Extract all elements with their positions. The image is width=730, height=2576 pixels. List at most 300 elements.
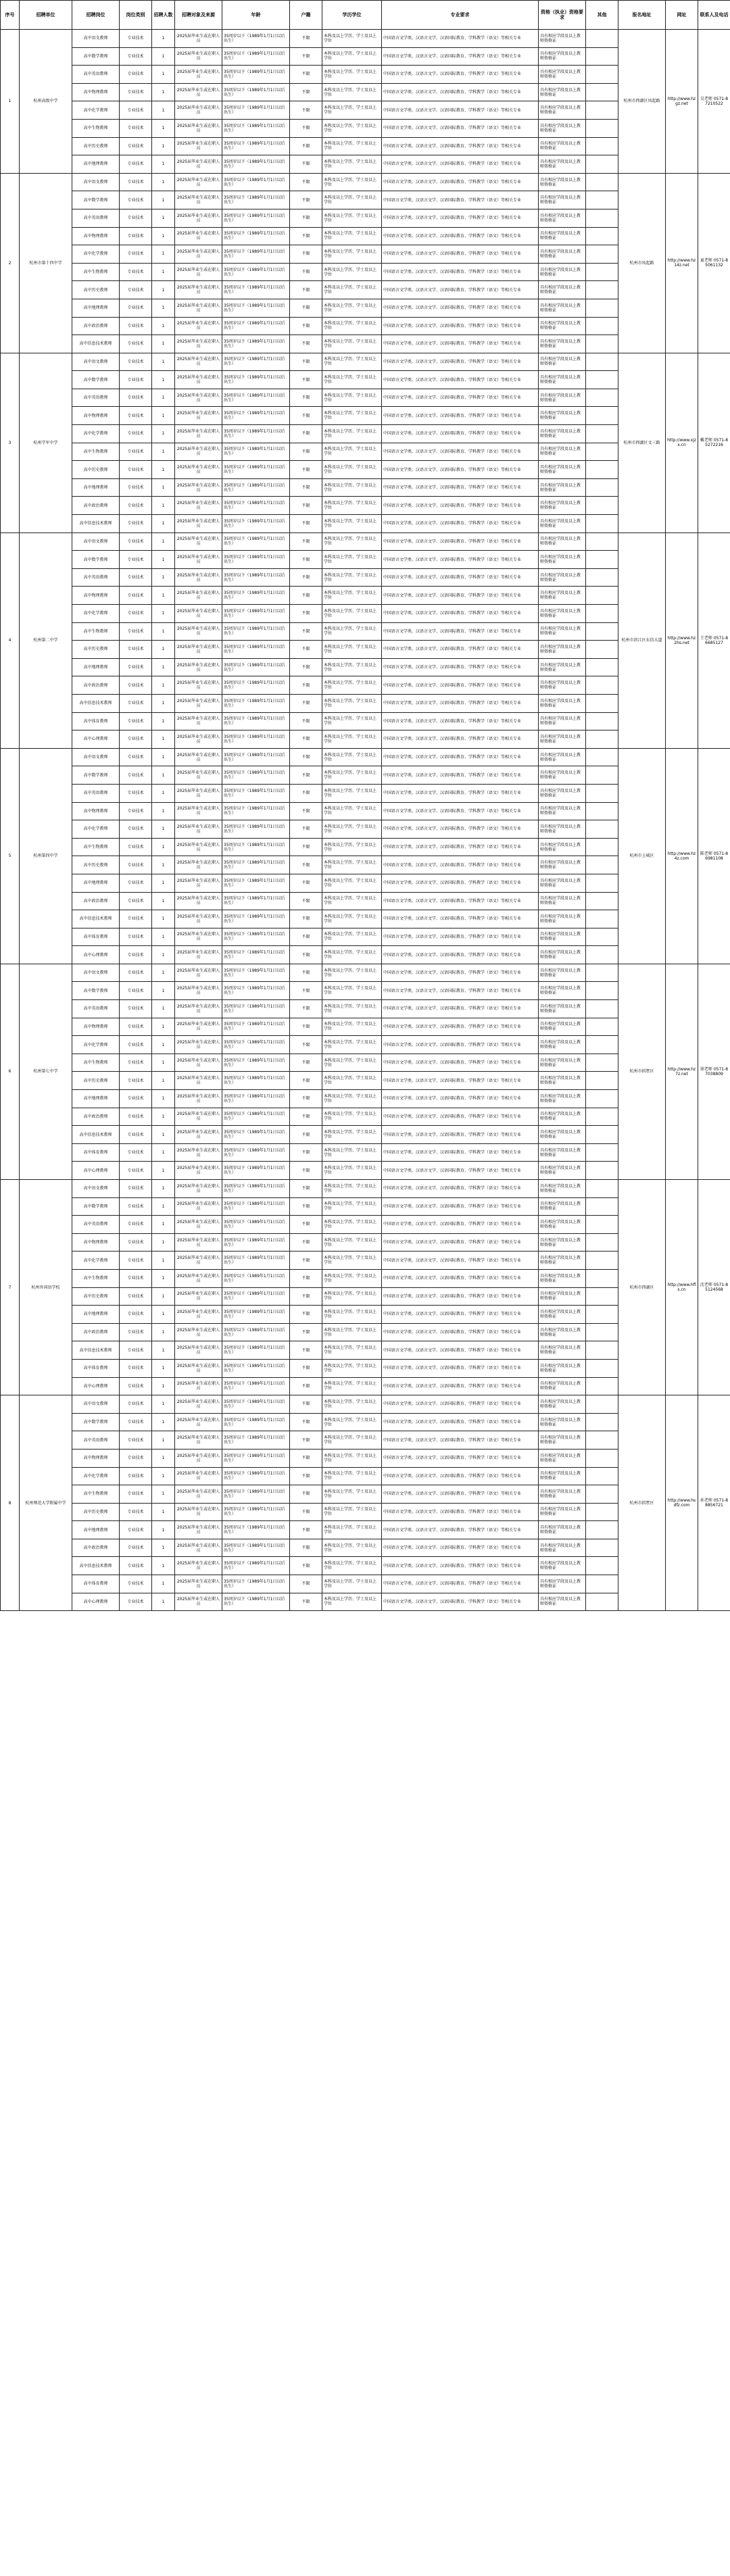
cell-qualification: 具有相应学段及以上教师资格证	[539, 1557, 586, 1575]
cell-major: 中国语言文学类、汉语言文学、汉语国际教育、学科教学（语文）等相关专业	[382, 1377, 539, 1395]
cell-residence: 不限	[290, 910, 322, 928]
cell-major: 中国语言文学类、汉语言文学、汉语国际教育、学科教学（语文）等相关专业	[382, 928, 539, 946]
cell-education: 本科及以上学历、学士及以上学位	[322, 1233, 382, 1252]
cell-age: 35周岁以下（1989年1月1日以后出生）	[222, 101, 290, 120]
cell-count: 1	[152, 263, 175, 281]
cell-education: 本科及以上学历、学士及以上学位	[322, 515, 382, 533]
cell-category: 专业技术	[120, 1485, 152, 1504]
cell-major: 中国语言文学类、汉语言文学、汉语国际教育、学科教学（语文）等相关专业	[382, 1431, 539, 1450]
cell-age: 35周岁以下（1989年1月1日以后出生）	[222, 1593, 290, 1611]
cell-major: 中国语言文学类、汉语言文学、汉语国际教育、学科教学（语文）等相关专业	[382, 766, 539, 785]
cell-major: 中国语言文学类、汉语言文学、汉语国际教育、学科教学（语文）等相关专业	[382, 838, 539, 856]
cell-target: 2025届毕业生或在职人员	[175, 1233, 222, 1252]
cell-target: 2025届毕业生或在职人员	[175, 66, 222, 84]
cell-residence: 不限	[290, 1162, 322, 1180]
cell-education: 本科及以上学历、学士及以上学位	[322, 389, 382, 407]
cell-count: 1	[152, 47, 175, 66]
cell-qualification: 具有相应学段及以上教师资格证	[539, 910, 586, 928]
cell-age: 35周岁以下（1989年1月1日以后出生）	[222, 856, 290, 874]
cell-position: 高中信息技术教师	[72, 1557, 120, 1575]
cell-website: http://www.hzgz.net	[666, 30, 698, 174]
cell-category: 专业技术	[120, 1090, 152, 1108]
cell-target: 2025届毕业生或在职人员	[175, 47, 222, 66]
cell-other	[586, 1539, 618, 1557]
cell-target: 2025届毕业生或在职人员	[175, 1449, 222, 1467]
cell-major: 中国语言文学类、汉语言文学、汉语国际教育、学科教学（语文）等相关专业	[382, 1575, 539, 1593]
cell-target: 2025届毕业生或在职人员	[175, 910, 222, 928]
cell-qualification: 具有相应学段及以上教师资格证	[539, 47, 586, 66]
cell-other	[586, 1143, 618, 1162]
cell-major: 中国语言文学类、汉语言文学、汉语国际教育、学科教学（语文）等相关专业	[382, 658, 539, 676]
cell-other	[586, 497, 618, 515]
table-header-row	[1, 1, 730, 30]
cell-age: 35周岁以下（1989年1月1日以后出生）	[222, 964, 290, 982]
cell-position: 高中语文教师	[72, 1395, 120, 1414]
cell-target: 2025届毕业生或在职人员	[175, 497, 222, 515]
cell-other	[586, 227, 618, 245]
cell-other	[586, 1036, 618, 1054]
cell-major: 中国语言文学类、汉语言文学、汉语国际教育、学科教学（语文）等相关专业	[382, 1557, 539, 1575]
cell-category: 专业技术	[120, 1593, 152, 1611]
cell-category: 专业技术	[120, 1143, 152, 1162]
cell-major: 中国语言文学类、汉语言文学、汉语国际教育、学科教学（语文）等相关专业	[382, 1126, 539, 1144]
cell-education: 本科及以上学历、学士及以上学位	[322, 928, 382, 946]
cell-major: 中国语言文学类、汉语言文学、汉语国际教育、学科教学（语文）等相关专业	[382, 1287, 539, 1306]
cell-target: 2025届毕业生或在职人员	[175, 1126, 222, 1144]
cell-category: 专业技术	[120, 1467, 152, 1485]
cell-qualification: 具有相应学段及以上教师资格证	[539, 1036, 586, 1054]
cell-other	[586, 928, 618, 946]
cell-age: 35周岁以下（1989年1月1日以后出生）	[222, 1197, 290, 1216]
cell-other	[586, 838, 618, 856]
cell-qualification: 具有相应学段及以上教师资格证	[539, 802, 586, 820]
cell-position: 高中生物教师	[72, 838, 120, 856]
cell-position: 高中物理教师	[72, 1449, 120, 1467]
cell-residence: 不限	[290, 1467, 322, 1485]
cell-target: 2025届毕业生或在职人员	[175, 317, 222, 335]
cell-qualification: 具有相应学段及以上教师资格证	[539, 281, 586, 299]
cell-count: 1	[152, 1306, 175, 1324]
cell-position: 高中物理教师	[72, 1018, 120, 1036]
cell-category: 专业技术	[120, 551, 152, 569]
cell-education: 本科及以上学历、学士及以上学位	[322, 856, 382, 874]
cell-qualification: 具有相应学段及以上教师资格证	[539, 874, 586, 892]
cell-target: 2025届毕业生或在职人员	[175, 1287, 222, 1306]
cell-other	[586, 712, 618, 730]
cell-residence: 不限	[290, 1018, 322, 1036]
cell-position: 高中信息技术教师	[72, 1126, 120, 1144]
cell-target: 2025届毕业生或在职人员	[175, 1108, 222, 1126]
cell-category: 专业技术	[120, 568, 152, 587]
cell-other	[586, 1054, 618, 1072]
cell-residence: 不限	[290, 1216, 322, 1234]
cell-qualification: 具有相应学段及以上教师资格证	[539, 1359, 586, 1377]
cell-education: 本科及以上学历、学士及以上学位	[322, 497, 382, 515]
cell-major: 中国语言文学类、汉语言文学、汉语国际教育、学科教学（语文）等相关专业	[382, 281, 539, 299]
cell-age: 35周岁以下（1989年1月1日以后出生）	[222, 712, 290, 730]
cell-position: 高中历史教师	[72, 461, 120, 479]
cell-major: 中国语言文学类、汉语言文学、汉语国际教育、学科教学（语文）等相关专业	[382, 694, 539, 712]
cell-category: 专业技术	[120, 910, 152, 928]
cell-category: 专业技术	[120, 1557, 152, 1575]
cell-qualification: 具有相应学段及以上教师资格证	[539, 1593, 586, 1611]
cell-target: 2025届毕业生或在职人员	[175, 443, 222, 461]
cell-count: 1	[152, 605, 175, 623]
cell-count: 1	[152, 119, 175, 137]
cell-category: 专业技术	[120, 317, 152, 335]
cell-age: 35周岁以下（1989年1月1日以后出生）	[222, 1108, 290, 1126]
cell-target: 2025届毕业生或在职人员	[175, 461, 222, 479]
cell-qualification: 具有相应学段及以上教师资格证	[539, 119, 586, 137]
cell-category: 专业技术	[120, 838, 152, 856]
cell-major: 中国语言文学类、汉语言文学、汉语国际教育、学科教学（语文）等相关专业	[382, 66, 539, 84]
cell-position: 高中英语教师	[72, 568, 120, 587]
cell-other	[586, 425, 618, 443]
cell-residence: 不限	[290, 1072, 322, 1090]
cell-other	[586, 191, 618, 209]
cell-position: 高中物理教师	[72, 407, 120, 425]
cell-major: 中国语言文学类、汉语言文学、汉语国际教育、学科教学（语文）等相关专业	[382, 209, 539, 227]
cell-residence: 不限	[290, 964, 322, 982]
cell-target: 2025届毕业生或在职人员	[175, 874, 222, 892]
cell-count: 1	[152, 461, 175, 479]
cell-position: 高中历史教师	[72, 641, 120, 659]
cell-unit: 杭州市第十四中学	[20, 173, 72, 353]
cell-age: 35周岁以下（1989年1月1日以后出生）	[222, 1395, 290, 1414]
cell-count: 1	[152, 1359, 175, 1377]
cell-major: 中国语言文学类、汉语言文学、汉语国际教育、学科教学（语文）等相关专业	[382, 389, 539, 407]
cell-residence: 不限	[290, 1000, 322, 1018]
cell-residence: 不限	[290, 371, 322, 389]
cell-category: 专业技术	[120, 1072, 152, 1090]
cell-target: 2025届毕业生或在职人员	[175, 281, 222, 299]
cell-count: 1	[152, 658, 175, 676]
cell-count: 1	[152, 407, 175, 425]
cell-education: 本科及以上学历、学士及以上学位	[322, 137, 382, 155]
cell-qualification: 具有相应学段及以上教师资格证	[539, 838, 586, 856]
cell-age: 35周岁以下（1989年1月1日以后出生）	[222, 353, 290, 371]
cell-other	[586, 1323, 618, 1341]
cell-residence: 不限	[290, 1036, 322, 1054]
cell-education: 本科及以上学历、学士及以上学位	[322, 1126, 382, 1144]
cell-target: 2025届毕业生或在职人员	[175, 1090, 222, 1108]
cell-major: 中国语言文学类、汉语言文学、汉语国际教育、学科教学（语文）等相关专业	[382, 1341, 539, 1360]
column-header: 报名地址	[618, 1, 666, 30]
cell-other	[586, 1269, 618, 1287]
cell-residence: 不限	[290, 820, 322, 839]
column-header: 序号	[1, 1, 20, 30]
cell-education: 本科及以上学历、学士及以上学位	[322, 443, 382, 461]
table-row	[1, 532, 730, 551]
cell-residence: 不限	[290, 1090, 322, 1108]
cell-age: 35周岁以下（1989年1月1日以后出生）	[222, 1269, 290, 1287]
cell-category: 专业技术	[120, 766, 152, 785]
cell-target: 2025届毕业生或在职人员	[175, 641, 222, 659]
cell-major: 中国语言文学类、汉语言文学、汉语国际教育、学科教学（语文）等相关专业	[382, 856, 539, 874]
cell-other	[586, 658, 618, 676]
cell-qualification: 具有相应学段及以上教师资格证	[539, 1306, 586, 1324]
cell-qualification: 具有相应学段及以上教师资格证	[539, 1216, 586, 1234]
cell-residence: 不限	[290, 1126, 322, 1144]
cell-position: 高中信息技术教师	[72, 515, 120, 533]
cell-position: 高中地理教师	[72, 1090, 120, 1108]
cell-residence: 不限	[290, 461, 322, 479]
cell-count: 1	[152, 892, 175, 910]
table-row	[1, 1395, 730, 1414]
cell-count: 1	[152, 856, 175, 874]
cell-category: 专业技术	[120, 802, 152, 820]
cell-residence: 不限	[290, 173, 322, 191]
cell-other	[586, 515, 618, 533]
cell-target: 2025届毕业生或在职人员	[175, 1503, 222, 1521]
cell-position: 高中历史教师	[72, 281, 120, 299]
cell-count: 1	[152, 191, 175, 209]
cell-age: 35周岁以下（1989年1月1日以后出生）	[222, 874, 290, 892]
cell-education: 本科及以上学历、学士及以上学位	[322, 605, 382, 623]
cell-age: 35周岁以下（1989年1月1日以后出生）	[222, 425, 290, 443]
cell-count: 1	[152, 101, 175, 120]
cell-count: 1	[152, 928, 175, 946]
cell-education: 本科及以上学历、学士及以上学位	[322, 1341, 382, 1360]
cell-age: 35周岁以下（1989年1月1日以后出生）	[222, 910, 290, 928]
cell-count: 1	[152, 1287, 175, 1306]
cell-age: 35周岁以下（1989年1月1日以后出生）	[222, 281, 290, 299]
cell-other	[586, 784, 618, 802]
cell-category: 专业技术	[120, 712, 152, 730]
cell-target: 2025届毕业生或在职人员	[175, 1431, 222, 1450]
cell-category: 专业技术	[120, 371, 152, 389]
cell-count: 1	[152, 1521, 175, 1539]
column-header: 招聘对象及来源	[175, 1, 222, 30]
cell-count: 1	[152, 497, 175, 515]
cell-count: 1	[152, 1036, 175, 1054]
cell-qualification: 具有相应学段及以上教师资格证	[539, 263, 586, 281]
cell-count: 1	[152, 1557, 175, 1575]
cell-category: 专业技术	[120, 1359, 152, 1377]
cell-count: 1	[152, 676, 175, 695]
cell-education: 本科及以上学历、学士及以上学位	[322, 227, 382, 245]
cell-category: 专业技术	[120, 1287, 152, 1306]
cell-other	[586, 1233, 618, 1252]
cell-position: 高中数学教师	[72, 1413, 120, 1431]
cell-category: 专业技术	[120, 389, 152, 407]
cell-position: 高中地理教师	[72, 1521, 120, 1539]
cell-qualification: 具有相应学段及以上教师资格证	[539, 568, 586, 587]
cell-position: 高中政治教师	[72, 317, 120, 335]
cell-qualification: 具有相应学段及以上教师资格证	[539, 101, 586, 120]
cell-age: 35周岁以下（1989年1月1日以后出生）	[222, 1143, 290, 1162]
cell-education: 本科及以上学历、学士及以上学位	[322, 676, 382, 695]
cell-age: 35周岁以下（1989年1月1日以后出生）	[222, 1072, 290, 1090]
cell-category: 专业技术	[120, 1377, 152, 1395]
cell-age: 35周岁以下（1989年1月1日以后出生）	[222, 1036, 290, 1054]
cell-education: 本科及以上学历、学士及以上学位	[322, 1018, 382, 1036]
cell-target: 2025届毕业生或在职人员	[175, 820, 222, 839]
cell-other	[586, 83, 618, 101]
cell-education: 本科及以上学历、学士及以上学位	[322, 407, 382, 425]
cell-residence: 不限	[290, 281, 322, 299]
cell-education: 本科及以上学历、学士及以上学位	[322, 1431, 382, 1450]
cell-qualification: 具有相应学段及以上教师资格证	[539, 1162, 586, 1180]
cell-qualification: 具有相应学段及以上教师资格证	[539, 676, 586, 695]
cell-contact: 徐老师 0571-87038809	[698, 964, 730, 1179]
cell-category: 专业技术	[120, 1306, 152, 1324]
cell-qualification: 具有相应学段及以上教师资格证	[539, 299, 586, 317]
cell-qualification: 具有相应学段及以上教师资格证	[539, 1072, 586, 1090]
cell-education: 本科及以上学历、学士及以上学位	[322, 568, 382, 587]
cell-count: 1	[152, 532, 175, 551]
cell-count: 1	[152, 30, 175, 48]
cell-other	[586, 1018, 618, 1036]
cell-position: 高中信息技术教师	[72, 1341, 120, 1360]
cell-age: 35周岁以下（1989年1月1日以后出生）	[222, 30, 290, 48]
cell-major: 中国语言文学类、汉语言文学、汉语国际教育、学科教学（语文）等相关专业	[382, 1252, 539, 1270]
cell-residence: 不限	[290, 712, 322, 730]
cell-count: 1	[152, 1341, 175, 1360]
cell-major: 中国语言文学类、汉语言文学、汉语国际教育、学科教学（语文）等相关专业	[382, 730, 539, 749]
cell-age: 35周岁以下（1989年1月1日以后出生）	[222, 1431, 290, 1450]
cell-major: 中国语言文学类、汉语言文学、汉语国际教育、学科教学（语文）等相关专业	[382, 1521, 539, 1539]
cell-target: 2025届毕业生或在职人员	[175, 766, 222, 785]
cell-education: 本科及以上学历、学士及以上学位	[322, 1216, 382, 1234]
cell-category: 专业技术	[120, 1323, 152, 1341]
cell-other	[586, 1162, 618, 1180]
cell-count: 1	[152, 694, 175, 712]
cell-residence: 不限	[290, 515, 322, 533]
cell-count: 1	[152, 964, 175, 982]
cell-count: 1	[152, 622, 175, 641]
cell-education: 本科及以上学历、学士及以上学位	[322, 838, 382, 856]
cell-count: 1	[152, 820, 175, 839]
cell-other	[586, 892, 618, 910]
cell-education: 本科及以上学历、学士及以上学位	[322, 1467, 382, 1485]
cell-category: 专业技术	[120, 1180, 152, 1198]
cell-major: 中国语言文学类、汉语言文学、汉语国际教育、学科教学（语文）等相关专业	[382, 101, 539, 120]
cell-education: 本科及以上学历、学士及以上学位	[322, 641, 382, 659]
cell-other	[586, 964, 618, 982]
cell-major: 中国语言文学类、汉语言文学、汉语国际教育、学科教学（语文）等相关专业	[382, 137, 539, 155]
cell-category: 专业技术	[120, 1233, 152, 1252]
cell-position: 高中化学教师	[72, 1252, 120, 1270]
cell-position: 高中英语教师	[72, 784, 120, 802]
cell-residence: 不限	[290, 587, 322, 605]
cell-education: 本科及以上学历、学士及以上学位	[322, 353, 382, 371]
cell-major: 中国语言文学类、汉语言文学、汉语国际教育、学科教学（语文）等相关专业	[382, 1395, 539, 1414]
cell-other	[586, 335, 618, 353]
cell-count: 1	[152, 1233, 175, 1252]
cell-age: 35周岁以下（1989年1月1日以后出生）	[222, 1467, 290, 1485]
cell-category: 专业技术	[120, 856, 152, 874]
cell-count: 1	[152, 1449, 175, 1467]
cell-category: 专业技术	[120, 1197, 152, 1216]
cell-category: 专业技术	[120, 1018, 152, 1036]
cell-other	[586, 1431, 618, 1450]
cell-residence: 不限	[290, 1539, 322, 1557]
cell-other	[586, 173, 618, 191]
cell-residence: 不限	[290, 299, 322, 317]
cell-residence: 不限	[290, 622, 322, 641]
cell-category: 专业技术	[120, 425, 152, 443]
cell-major: 中国语言文学类、汉语言文学、汉语国际教育、学科教学（语文）等相关专业	[382, 371, 539, 389]
cell-qualification: 具有相应学段及以上教师资格证	[539, 892, 586, 910]
cell-target: 2025届毕业生或在职人员	[175, 155, 222, 174]
cell-position: 高中物理教师	[72, 1233, 120, 1252]
cell-other	[586, 1108, 618, 1126]
cell-category: 专业技术	[120, 1269, 152, 1287]
cell-major: 中国语言文学类、汉语言文学、汉语国际教育、学科教学（语文）等相关专业	[382, 1054, 539, 1072]
column-header: 资格（执业）资格要求	[539, 1, 586, 30]
cell-residence: 不限	[290, 47, 322, 66]
cell-position: 高中体育教师	[72, 1359, 120, 1377]
cell-other	[586, 443, 618, 461]
cell-education: 本科及以上学历、学士及以上学位	[322, 119, 382, 137]
cell-contact: 陈老师 0571-86981108	[698, 748, 730, 964]
cell-category: 专业技术	[120, 1341, 152, 1360]
cell-category: 专业技术	[120, 1395, 152, 1414]
cell-qualification: 具有相应学段及以上教师资格证	[539, 982, 586, 1000]
cell-category: 专业技术	[120, 1054, 152, 1072]
cell-education: 本科及以上学历、学士及以上学位	[322, 946, 382, 964]
cell-target: 2025届毕业生或在职人员	[175, 1000, 222, 1018]
cell-residence: 不限	[290, 137, 322, 155]
cell-other	[586, 263, 618, 281]
cell-residence: 不限	[290, 389, 322, 407]
cell-target: 2025届毕业生或在职人员	[175, 1162, 222, 1180]
cell-major: 中国语言文学类、汉语言文学、汉语国际教育、学科教学（语文）等相关专业	[382, 946, 539, 964]
cell-count: 1	[152, 155, 175, 174]
cell-count: 1	[152, 1180, 175, 1198]
cell-target: 2025届毕业生或在职人员	[175, 335, 222, 353]
cell-count: 1	[152, 946, 175, 964]
cell-age: 35周岁以下（1989年1月1日以后出生）	[222, 1054, 290, 1072]
cell-target: 2025届毕业生或在职人员	[175, 1539, 222, 1557]
cell-other	[586, 694, 618, 712]
column-header: 专业要求	[382, 1, 539, 30]
cell-target: 2025届毕业生或在职人员	[175, 1521, 222, 1539]
cell-age: 35周岁以下（1989年1月1日以后出生）	[222, 389, 290, 407]
cell-target: 2025届毕业生或在职人员	[175, 1054, 222, 1072]
cell-education: 本科及以上学历、学士及以上学位	[322, 1413, 382, 1431]
column-header: 其他	[586, 1, 618, 30]
cell-category: 专业技术	[120, 676, 152, 695]
cell-education: 本科及以上学历、学士及以上学位	[322, 425, 382, 443]
cell-major: 中国语言文学类、汉语言文学、汉语国际教育、学科教学（语文）等相关专业	[382, 245, 539, 264]
cell-residence: 不限	[290, 1359, 322, 1377]
cell-index: 5	[1, 748, 20, 964]
cell-target: 2025届毕业生或在职人员	[175, 1143, 222, 1162]
cell-qualification: 具有相应学段及以上教师资格证	[539, 1539, 586, 1557]
cell-other	[586, 461, 618, 479]
cell-age: 35周岁以下（1989年1月1日以后出生）	[222, 119, 290, 137]
cell-education: 本科及以上学历、学士及以上学位	[322, 802, 382, 820]
cell-age: 35周岁以下（1989年1月1日以后出生）	[222, 587, 290, 605]
cell-residence: 不限	[290, 1269, 322, 1287]
cell-major: 中国语言文学类、汉语言文学、汉语国际教育、学科教学（语文）等相关专业	[382, 784, 539, 802]
cell-residence: 不限	[290, 838, 322, 856]
cell-count: 1	[152, 712, 175, 730]
cell-major: 中国语言文学类、汉语言文学、汉语国际教育、学科教学（语文）等相关专业	[382, 1072, 539, 1090]
cell-other	[586, 1521, 618, 1539]
cell-other	[586, 532, 618, 551]
cell-major: 中国语言文学类、汉语言文学、汉语国际教育、学科教学（语文）等相关专业	[382, 353, 539, 371]
cell-residence: 不限	[290, 551, 322, 569]
cell-residence: 不限	[290, 874, 322, 892]
cell-residence: 不限	[290, 856, 322, 874]
cell-other	[586, 641, 618, 659]
cell-other	[586, 1575, 618, 1593]
cell-qualification: 具有相应学段及以上教师资格证	[539, 443, 586, 461]
cell-education: 本科及以上学历、学士及以上学位	[322, 1252, 382, 1270]
